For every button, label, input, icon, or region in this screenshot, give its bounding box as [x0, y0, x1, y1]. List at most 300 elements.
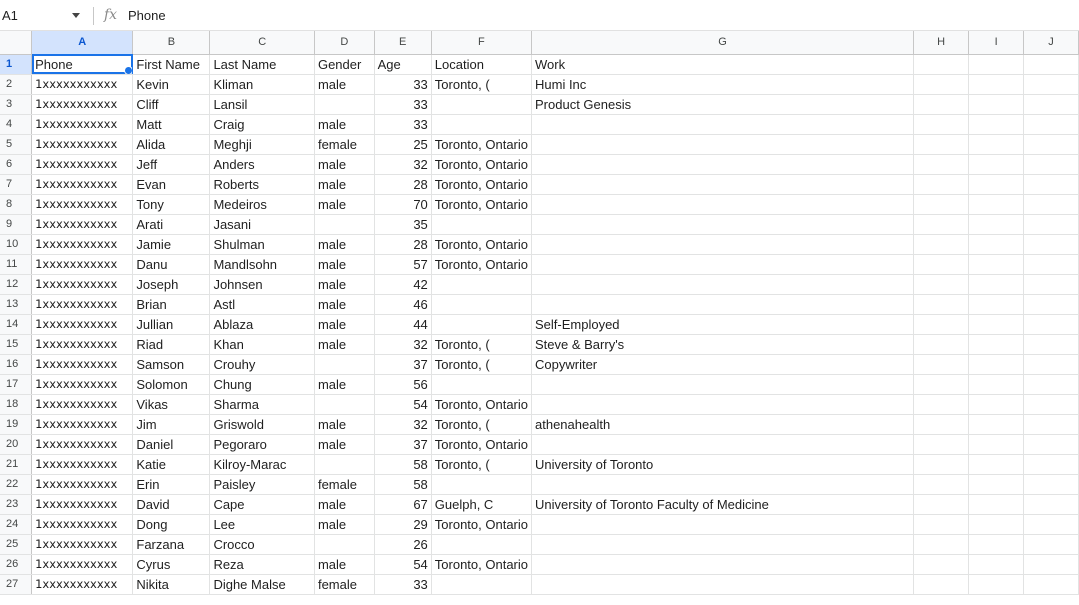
- cell-first[interactable]: [133, 74, 210, 94]
- cell-empty[interactable]: [914, 234, 969, 254]
- cell-gender[interactable]: [314, 234, 374, 254]
- cell-first[interactable]: [133, 394, 210, 414]
- cell-last[interactable]: [210, 214, 315, 234]
- cell-empty[interactable]: [1023, 234, 1078, 254]
- cell-work[interactable]: [532, 194, 914, 214]
- cell-empty[interactable]: [1023, 514, 1078, 534]
- cell-first[interactable]: [133, 414, 210, 434]
- cell-last[interactable]: [210, 354, 315, 374]
- fill-handle[interactable]: [124, 66, 133, 75]
- cell-empty[interactable]: [1023, 154, 1078, 174]
- cell-empty[interactable]: [1023, 214, 1078, 234]
- cell-empty[interactable]: [1023, 354, 1078, 374]
- cell-age[interactable]: [374, 94, 431, 114]
- cell-location[interactable]: [431, 374, 531, 394]
- cell-empty[interactable]: [914, 534, 969, 554]
- cell-last[interactable]: [210, 274, 315, 294]
- cell-age[interactable]: [374, 294, 431, 314]
- cell-phone[interactable]: [32, 74, 133, 94]
- cell-work[interactable]: [532, 474, 914, 494]
- cell-empty[interactable]: [1023, 334, 1078, 354]
- cell-empty[interactable]: [969, 514, 1024, 534]
- cell-empty[interactable]: [1023, 454, 1078, 474]
- cell-empty[interactable]: [969, 334, 1024, 354]
- cell-gender[interactable]: [314, 254, 374, 274]
- cell-gender[interactable]: [314, 54, 374, 74]
- cell-gender[interactable]: [314, 374, 374, 394]
- cell-gender[interactable]: [314, 114, 374, 134]
- cell-work[interactable]: [532, 54, 914, 74]
- cell-location[interactable]: [431, 274, 531, 294]
- cell-age[interactable]: [374, 234, 431, 254]
- formula-input[interactable]: Phone: [128, 8, 166, 23]
- cell-empty[interactable]: [914, 454, 969, 474]
- cell-work[interactable]: [532, 174, 914, 194]
- cell-empty[interactable]: [969, 74, 1024, 94]
- cell-location[interactable]: [431, 254, 531, 274]
- column-header-i[interactable]: I: [969, 31, 1024, 54]
- cell-location[interactable]: [431, 154, 531, 174]
- cell-gender[interactable]: [314, 354, 374, 374]
- cell-empty[interactable]: [969, 314, 1024, 334]
- cell-location[interactable]: [431, 554, 531, 574]
- cell-last[interactable]: [210, 514, 315, 534]
- cell-first[interactable]: [133, 434, 210, 454]
- cell-empty[interactable]: [1023, 574, 1078, 594]
- cell-phone[interactable]: [32, 214, 133, 234]
- cell-empty[interactable]: [969, 114, 1024, 134]
- cell-first[interactable]: [133, 454, 210, 474]
- row-header[interactable]: 21: [0, 454, 32, 474]
- cell-empty[interactable]: [914, 134, 969, 154]
- cell-first[interactable]: [133, 334, 210, 354]
- cell-empty[interactable]: [1023, 194, 1078, 214]
- cell-age[interactable]: [374, 354, 431, 374]
- cell-first[interactable]: [133, 354, 210, 374]
- cell-work[interactable]: [532, 314, 914, 334]
- cell-empty[interactable]: [969, 354, 1024, 374]
- cell-empty[interactable]: [1023, 314, 1078, 334]
- cell-last[interactable]: [210, 454, 315, 474]
- cell-work[interactable]: [532, 114, 914, 134]
- chevron-down-icon[interactable]: [72, 13, 80, 18]
- row-header[interactable]: 23: [0, 494, 32, 514]
- cell-empty[interactable]: [969, 374, 1024, 394]
- cell-work[interactable]: [532, 494, 914, 514]
- column-header-e[interactable]: E: [374, 31, 431, 54]
- cell-phone[interactable]: [32, 434, 133, 454]
- row-header[interactable]: 22: [0, 474, 32, 494]
- cell-first[interactable]: [133, 194, 210, 214]
- cell-gender[interactable]: [314, 454, 374, 474]
- cell-gender[interactable]: [314, 394, 374, 414]
- cell-last[interactable]: [210, 374, 315, 394]
- cell-empty[interactable]: [914, 574, 969, 594]
- cell-first[interactable]: [133, 294, 210, 314]
- cell-last[interactable]: [210, 434, 315, 454]
- cell-last[interactable]: [210, 254, 315, 274]
- cell-first[interactable]: [133, 234, 210, 254]
- name-box[interactable]: [0, 0, 88, 31]
- cell-gender[interactable]: [314, 154, 374, 174]
- cell-phone[interactable]: [32, 154, 133, 174]
- cell-age[interactable]: [374, 74, 431, 94]
- cell-age[interactable]: [374, 314, 431, 334]
- cell-gender[interactable]: [314, 214, 374, 234]
- cell-location[interactable]: [431, 534, 531, 554]
- cell-first[interactable]: [133, 314, 210, 334]
- cell-last[interactable]: [210, 494, 315, 514]
- cell-work[interactable]: [532, 274, 914, 294]
- cell-empty[interactable]: [1023, 494, 1078, 514]
- cell-empty[interactable]: [914, 354, 969, 374]
- cell-empty[interactable]: [969, 394, 1024, 414]
- cell-phone[interactable]: [32, 94, 133, 114]
- cell-last[interactable]: [210, 554, 315, 574]
- row-header[interactable]: 24: [0, 514, 32, 534]
- cell-first[interactable]: [133, 174, 210, 194]
- cell-phone[interactable]: [32, 394, 133, 414]
- cell-phone[interactable]: [32, 514, 133, 534]
- cell-gender[interactable]: [314, 494, 374, 514]
- cell-reference[interactable]: A1: [2, 8, 18, 23]
- cell-empty[interactable]: [914, 554, 969, 574]
- row-header[interactable]: 4: [0, 114, 32, 134]
- cell-gender[interactable]: [314, 554, 374, 574]
- row-header[interactable]: 12: [0, 274, 32, 294]
- cell-empty[interactable]: [1023, 374, 1078, 394]
- cell-work[interactable]: [532, 454, 914, 474]
- cell-location[interactable]: [431, 394, 531, 414]
- cell-gender[interactable]: [314, 74, 374, 94]
- cell-empty[interactable]: [914, 294, 969, 314]
- cell-empty[interactable]: [914, 174, 969, 194]
- row-header[interactable]: 15: [0, 334, 32, 354]
- cell-age[interactable]: [374, 474, 431, 494]
- cell-empty[interactable]: [1023, 134, 1078, 154]
- row-header[interactable]: 27: [0, 574, 32, 594]
- row-header[interactable]: 5: [0, 134, 32, 154]
- cell-location[interactable]: [431, 354, 531, 374]
- cell-first[interactable]: [133, 114, 210, 134]
- cell-work[interactable]: [532, 234, 914, 254]
- cell-work[interactable]: [532, 134, 914, 154]
- column-header-b[interactable]: B: [133, 31, 210, 54]
- cell-last[interactable]: [210, 394, 315, 414]
- cell-first[interactable]: [133, 534, 210, 554]
- cell-first[interactable]: [133, 554, 210, 574]
- cell-location[interactable]: [431, 114, 531, 134]
- cell-empty[interactable]: [1023, 94, 1078, 114]
- cell-empty[interactable]: [914, 274, 969, 294]
- cell-location[interactable]: [431, 494, 531, 514]
- cell-last[interactable]: [210, 194, 315, 214]
- cell-gender[interactable]: [314, 274, 374, 294]
- cell-empty[interactable]: [1023, 294, 1078, 314]
- cell-empty[interactable]: [1023, 54, 1078, 74]
- cell-phone[interactable]: [32, 494, 133, 514]
- cell-first[interactable]: [133, 54, 210, 74]
- cell-phone[interactable]: [32, 274, 133, 294]
- cell-age[interactable]: [374, 554, 431, 574]
- cell-location[interactable]: [431, 294, 531, 314]
- cell-age[interactable]: [374, 434, 431, 454]
- cell-phone[interactable]: [32, 114, 133, 134]
- cell-phone[interactable]: [32, 234, 133, 254]
- cell-age[interactable]: [374, 214, 431, 234]
- cell-last[interactable]: [210, 74, 315, 94]
- cell-age[interactable]: [374, 374, 431, 394]
- cell-empty[interactable]: [969, 154, 1024, 174]
- cell-last[interactable]: [210, 234, 315, 254]
- cell-work[interactable]: [532, 214, 914, 234]
- row-header[interactable]: 8: [0, 194, 32, 214]
- cell-first[interactable]: [133, 374, 210, 394]
- cell-last[interactable]: [210, 114, 315, 134]
- cell-phone[interactable]: [32, 334, 133, 354]
- cell-location[interactable]: [431, 74, 531, 94]
- cell-gender[interactable]: [314, 414, 374, 434]
- cell-location[interactable]: [431, 574, 531, 594]
- cell-phone[interactable]: [32, 534, 133, 554]
- cell-work[interactable]: [532, 554, 914, 574]
- cell-work[interactable]: [532, 94, 914, 114]
- cell-empty[interactable]: [914, 94, 969, 114]
- cell-empty[interactable]: [969, 54, 1024, 74]
- cell-empty[interactable]: [969, 494, 1024, 514]
- cell-phone[interactable]: [32, 454, 133, 474]
- cell-first[interactable]: [133, 514, 210, 534]
- cell-empty[interactable]: [914, 194, 969, 214]
- row-header[interactable]: 2: [0, 74, 32, 94]
- column-header-g[interactable]: G: [532, 31, 914, 54]
- cell-phone[interactable]: [32, 374, 133, 394]
- cell-gender[interactable]: [314, 514, 374, 534]
- cell-work[interactable]: [532, 354, 914, 374]
- column-header-f[interactable]: F: [431, 31, 531, 54]
- cell-empty[interactable]: [969, 414, 1024, 434]
- cell-work[interactable]: [532, 514, 914, 534]
- column-header-c[interactable]: C: [210, 31, 315, 54]
- cell-location[interactable]: [431, 54, 531, 74]
- select-all-corner[interactable]: [0, 31, 32, 54]
- row-header[interactable]: 26: [0, 554, 32, 574]
- row-header[interactable]: 7: [0, 174, 32, 194]
- cell-first[interactable]: [133, 134, 210, 154]
- cell-empty[interactable]: [1023, 554, 1078, 574]
- cell-age[interactable]: [374, 534, 431, 554]
- cell-empty[interactable]: [1023, 274, 1078, 294]
- cell-location[interactable]: [431, 174, 531, 194]
- cell-age[interactable]: [374, 134, 431, 154]
- cell-empty[interactable]: [914, 154, 969, 174]
- cell-location[interactable]: [431, 214, 531, 234]
- cell-phone[interactable]: [32, 134, 133, 154]
- row-header[interactable]: 13: [0, 294, 32, 314]
- cell-empty[interactable]: [914, 394, 969, 414]
- cell-empty[interactable]: [1023, 114, 1078, 134]
- cell-empty[interactable]: [1023, 74, 1078, 94]
- cell-work[interactable]: [532, 574, 914, 594]
- cell-work[interactable]: [532, 334, 914, 354]
- cell-location[interactable]: [431, 314, 531, 334]
- cell-empty[interactable]: [1023, 434, 1078, 454]
- cell-age[interactable]: [374, 154, 431, 174]
- cell-last[interactable]: [210, 154, 315, 174]
- cell-location[interactable]: [431, 234, 531, 254]
- cell-phone[interactable]: [32, 294, 133, 314]
- cell-empty[interactable]: [1023, 394, 1078, 414]
- cell-empty[interactable]: [969, 254, 1024, 274]
- cell-empty[interactable]: [914, 434, 969, 454]
- cell-work[interactable]: [532, 374, 914, 394]
- cell-phone[interactable]: [32, 354, 133, 374]
- cell-age[interactable]: [374, 394, 431, 414]
- cell-location[interactable]: [431, 134, 531, 154]
- cell-work[interactable]: [532, 394, 914, 414]
- cell-empty[interactable]: [969, 554, 1024, 574]
- spreadsheet-grid[interactable]: [0, 31, 1079, 605]
- cell-empty[interactable]: [969, 454, 1024, 474]
- cell-first[interactable]: [133, 574, 210, 594]
- cell-last[interactable]: [210, 174, 315, 194]
- cell-last[interactable]: [210, 534, 315, 554]
- column-header-d[interactable]: D: [314, 31, 374, 54]
- cell-location[interactable]: [431, 414, 531, 434]
- cell-gender[interactable]: [314, 94, 374, 114]
- cell-phone[interactable]: [32, 174, 133, 194]
- cell-empty[interactable]: [969, 534, 1024, 554]
- cell-age[interactable]: [374, 494, 431, 514]
- cell-empty[interactable]: [914, 254, 969, 274]
- cell-first[interactable]: [133, 254, 210, 274]
- cell-age[interactable]: [374, 574, 431, 594]
- cell-age[interactable]: [374, 414, 431, 434]
- column-header-j[interactable]: J: [1023, 31, 1078, 54]
- cell-first[interactable]: [133, 274, 210, 294]
- cell-phone[interactable]: [32, 54, 133, 74]
- cell-empty[interactable]: [1023, 254, 1078, 274]
- cell-work[interactable]: [532, 434, 914, 454]
- cell-location[interactable]: [431, 434, 531, 454]
- cell-last[interactable]: [210, 54, 315, 74]
- cell-empty[interactable]: [969, 214, 1024, 234]
- cell-empty[interactable]: [914, 314, 969, 334]
- cell-location[interactable]: [431, 474, 531, 494]
- cell-last[interactable]: [210, 574, 315, 594]
- cell-empty[interactable]: [969, 94, 1024, 114]
- cell-empty[interactable]: [914, 374, 969, 394]
- row-header[interactable]: 17: [0, 374, 32, 394]
- cell-gender[interactable]: [314, 334, 374, 354]
- cell-last[interactable]: [210, 334, 315, 354]
- cell-empty[interactable]: [969, 134, 1024, 154]
- cell-age[interactable]: [374, 194, 431, 214]
- cell-empty[interactable]: [914, 334, 969, 354]
- cell-first[interactable]: [133, 494, 210, 514]
- cell-last[interactable]: [210, 94, 315, 114]
- row-header[interactable]: 9: [0, 214, 32, 234]
- cell-last[interactable]: [210, 314, 315, 334]
- cell-location[interactable]: [431, 334, 531, 354]
- column-header-a[interactable]: A: [32, 31, 133, 54]
- cell-age[interactable]: [374, 274, 431, 294]
- cell-last[interactable]: [210, 414, 315, 434]
- cell-empty[interactable]: [969, 234, 1024, 254]
- cell-phone[interactable]: [32, 474, 133, 494]
- column-header-h[interactable]: H: [914, 31, 969, 54]
- cell-gender[interactable]: [314, 434, 374, 454]
- row-header[interactable]: 1: [0, 54, 32, 74]
- cell-last[interactable]: [210, 134, 315, 154]
- cell-age[interactable]: [374, 254, 431, 274]
- cell-location[interactable]: [431, 514, 531, 534]
- cell-work[interactable]: [532, 534, 914, 554]
- cell-first[interactable]: [133, 94, 210, 114]
- cell-phone[interactable]: [32, 414, 133, 434]
- cell-empty[interactable]: [914, 214, 969, 234]
- cell-empty[interactable]: [914, 474, 969, 494]
- cell-phone[interactable]: [32, 254, 133, 274]
- cell-empty[interactable]: [969, 574, 1024, 594]
- cell-gender[interactable]: [314, 574, 374, 594]
- cell-last[interactable]: [210, 294, 315, 314]
- cell-work[interactable]: [532, 154, 914, 174]
- cell-empty[interactable]: [969, 274, 1024, 294]
- cell-empty[interactable]: [914, 74, 969, 94]
- cell-empty[interactable]: [914, 114, 969, 134]
- cell-empty[interactable]: [969, 474, 1024, 494]
- cell-gender[interactable]: [314, 134, 374, 154]
- row-header[interactable]: 11: [0, 254, 32, 274]
- row-header[interactable]: 18: [0, 394, 32, 414]
- row-header[interactable]: 20: [0, 434, 32, 454]
- cell-last[interactable]: [210, 474, 315, 494]
- cell-phone[interactable]: [32, 314, 133, 334]
- cell-age[interactable]: [374, 114, 431, 134]
- cell-work[interactable]: [532, 74, 914, 94]
- cell-empty[interactable]: [914, 514, 969, 534]
- cell-empty[interactable]: [1023, 174, 1078, 194]
- cell-age[interactable]: [374, 334, 431, 354]
- row-header[interactable]: 16: [0, 354, 32, 374]
- cell-work[interactable]: [532, 414, 914, 434]
- cell-age[interactable]: [374, 454, 431, 474]
- cell-age[interactable]: [374, 54, 431, 74]
- row-header[interactable]: 3: [0, 94, 32, 114]
- cell-empty[interactable]: [914, 494, 969, 514]
- cell-empty[interactable]: [1023, 474, 1078, 494]
- cell-phone[interactable]: [32, 194, 133, 214]
- row-header[interactable]: 14: [0, 314, 32, 334]
- cell-gender[interactable]: [314, 534, 374, 554]
- row-header[interactable]: 25: [0, 534, 32, 554]
- cell-first[interactable]: [133, 214, 210, 234]
- cell-first[interactable]: [133, 154, 210, 174]
- cell-phone[interactable]: [32, 574, 133, 594]
- cell-empty[interactable]: [914, 414, 969, 434]
- cell-location[interactable]: [431, 194, 531, 214]
- row-header[interactable]: 10: [0, 234, 32, 254]
- cell-location[interactable]: [431, 94, 531, 114]
- cell-empty[interactable]: [969, 434, 1024, 454]
- cell-age[interactable]: [374, 174, 431, 194]
- cell-first[interactable]: [133, 474, 210, 494]
- cell-gender[interactable]: [314, 294, 374, 314]
- cell-empty[interactable]: [1023, 414, 1078, 434]
- cell-gender[interactable]: [314, 314, 374, 334]
- cell-gender[interactable]: [314, 474, 374, 494]
